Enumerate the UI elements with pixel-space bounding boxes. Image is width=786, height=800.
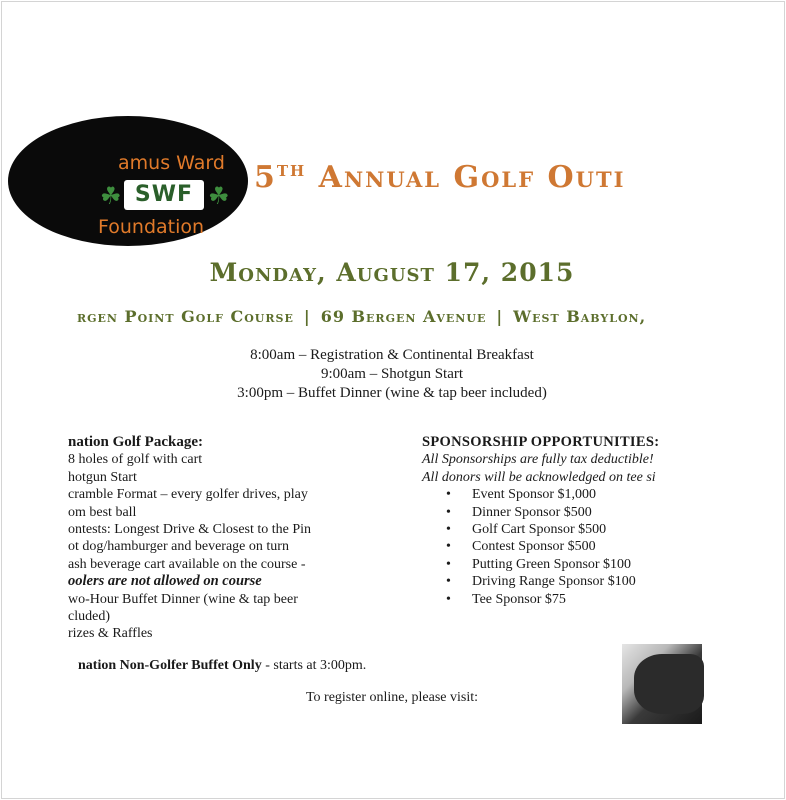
sponsorship-item: • Putting Green Sponsor $100 [472,556,722,573]
logo-initials: SWF [124,180,204,210]
package-item: 8 holes of golf with cart [68,452,203,468]
sponsorship-heading: SPONSORSHIP OPPORTUNITIES: [422,434,660,450]
venue-address: 69 Bergen Avenue [320,307,487,326]
package-item: rizes & Raffles [68,626,153,642]
title-suffix: TH [276,162,307,180]
package-item: ontests: Longest Drive & Closest to the Pin [68,522,312,538]
sponsorship-list [422,486,722,608]
package-item: cluded) [68,609,110,625]
schedule-item: 9:00am – Shotgun Start [320,366,464,382]
sponsorship-item: • Driving Range Sponsor $100 [472,573,722,590]
package-item-warning: oolers are not allowed on course [68,573,262,590]
schedule-item: 8:00am – Registration & Continental Breakfast [250,347,534,363]
photo-subject [634,654,704,714]
event-date: Monday, August 17, 2015 [209,258,575,287]
sponsorship-item: • Golf Cart Sponsor $500 [472,521,722,538]
non-golfer-details: - starts at 3:00pm. [261,658,367,673]
package-item: om best ball [68,504,137,520]
sponsorship-item: • Contest Sponsor $500 [472,538,722,555]
sponsorship-note: All Sponsorships are fully tax deductible! [422,452,654,468]
venue-separator: | [496,307,504,326]
event-title [254,160,625,195]
foundation-logo [8,116,248,246]
title-number: 5 [254,160,277,195]
register-text: To register online, please visit: [305,690,479,705]
event-venue [77,307,646,326]
package-heading: nation Golf Package: [68,434,203,450]
title-text: Annual Golf Outi [318,160,626,195]
venue-separator: | [303,307,311,326]
event-schedule [82,346,702,403]
sponsorship-section [422,434,722,608]
venue-course: rgen Point Golf Course [77,307,294,326]
document-frame [1,1,785,799]
package-item: hotgun Start [68,469,137,485]
package-item: cramble Format – every golfer drives, play [68,487,308,503]
schedule-item: 3:00pm – Buffet Dinner (wine & tap beer included) [237,385,547,401]
flyer-page [68,100,702,714]
logo-foundation-line: Foundation [98,216,205,238]
package-item: wo-Hour Buffet Dinner (wine & tap beer [68,591,298,607]
shamrock-icon: ☘ [100,184,122,210]
sponsorship-item: • Dinner Sponsor $500 [472,504,722,521]
photo-image [622,644,702,724]
package-item: ash beverage cart available on the course - [68,556,306,572]
sponsorship-item: • Tee Sponsor $75 [472,591,722,608]
non-golfer-option [78,658,366,674]
sponsorship-item: • Event Sponsor $1,000 [472,486,722,503]
logo-name-line: amus Ward [118,152,225,174]
venue-city: West Babylon, [513,307,647,326]
sponsorship-note: All donors will be acknowledged on tee si [422,469,656,485]
non-golfer-label: nation Non-Golfer Buffet Only [78,658,262,673]
golf-package [68,434,388,643]
shamrock-icon: ☘ [208,184,230,210]
package-item: ot dog/hamburger and beverage on turn [68,539,289,555]
